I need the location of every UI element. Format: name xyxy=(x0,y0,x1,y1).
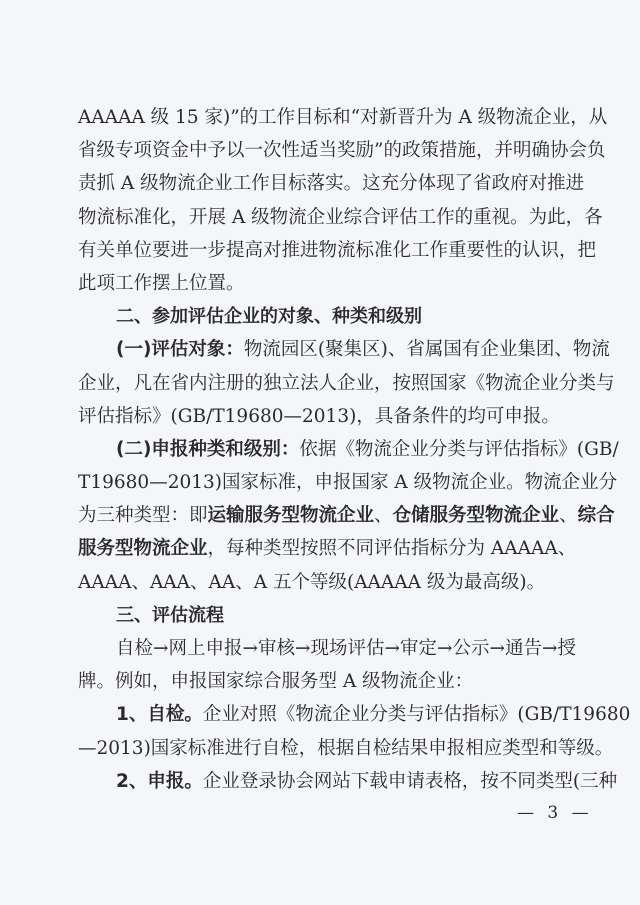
text-line xyxy=(78,535,577,568)
text-segment: 依据《物流企业分类与评估指标》(GB/ xyxy=(299,438,619,460)
text-line xyxy=(78,137,606,170)
page-number: — 3 — xyxy=(517,803,593,823)
text-line xyxy=(78,701,631,734)
text-segment: 企业，凡在省内注册的独立法人企业，按照国家《物流企业分类与 xyxy=(78,372,615,394)
section-heading xyxy=(78,303,568,336)
text-segment: 为三种类型：即 xyxy=(78,505,208,527)
text-line xyxy=(78,436,619,469)
text-segment: 、 xyxy=(374,505,393,527)
text-segment: 责抓 A 级物流企业工作目标落实。这充分体现了省政府对推进 xyxy=(78,173,585,195)
text-line xyxy=(78,735,614,768)
text-segment: ，每种类型按照不同评估指标分为 AAAAA、 xyxy=(207,538,577,560)
text-segment: 企业登录协会网站下载申请表格，按不同类型(三种 xyxy=(202,770,618,792)
text-segment: T19680—2013)国家标准，申报国家 A 级物流企业。物流企业分 xyxy=(78,472,618,494)
bold-text: 2、申报。 xyxy=(116,770,203,792)
bold-text: 综合 xyxy=(577,505,615,527)
text-line xyxy=(78,569,568,602)
text-line xyxy=(78,635,577,668)
text-segment: AAAA、AAA、AA、A 五个等级(AAAAA 级为最高级)。 xyxy=(78,571,546,593)
text-segment: 省级专项资金中予以一次性适当奖励”的政策措施，并明确协会负 xyxy=(78,140,606,162)
section-heading xyxy=(78,602,568,635)
text-line xyxy=(78,768,618,801)
text-line xyxy=(78,270,568,303)
text-segment: —2013)国家标准进行自检，根据自检结果申报相应类型和等级。 xyxy=(78,737,614,759)
bold-text: (一)评估对象： xyxy=(116,339,244,361)
text-segment: 企业对照《物流企业分类与评估指标》(GB/T19680 xyxy=(202,704,631,726)
bold-text: 仓储服务型物流企业 xyxy=(392,505,560,527)
text-segment: 有关单位要进一步提高对推进物流标准化工作重要性的认识，把 xyxy=(78,239,597,261)
text-segment: AAAAA 级 15 家)”的工作目标和“对新晋升为 A 级物流企业，从 xyxy=(78,107,608,128)
text-line xyxy=(78,170,585,203)
text-line xyxy=(78,104,608,137)
bold-text: 1、自检。 xyxy=(116,704,203,726)
text-line xyxy=(78,370,615,403)
text-segment: 牌。例如，申报国家综合服务型 A 级物流企业： xyxy=(78,671,474,693)
bold-text: 运输服务型物流企业 xyxy=(207,505,375,527)
bold-text: 服务型物流企业 xyxy=(78,538,208,560)
text-segment: 此项工作摆上位置。 xyxy=(78,272,245,294)
bold-text: (二)申报种类和级别： xyxy=(116,438,300,460)
document-body xyxy=(78,104,631,801)
text-segment: 评估指标》(GB/T19680—2013)，具备条件的均可申报。 xyxy=(78,405,560,427)
text-line xyxy=(78,237,597,270)
text-segment: 自检→网上申报→审核→现场评估→审定→公示→通告→授 xyxy=(116,638,577,659)
text-line xyxy=(78,403,568,436)
bold-text: 二、参加评估企业的对象、种类和级别 xyxy=(116,306,422,328)
text-line xyxy=(78,502,615,535)
text-line xyxy=(78,469,618,502)
text-line xyxy=(78,668,568,701)
bold-text: 三、评估流程 xyxy=(116,604,224,626)
text-line xyxy=(78,204,603,237)
text-segment: 物流标准化，开展 A 级物流企业综合评估工作的重视。为此，各 xyxy=(78,206,603,228)
text-segment: 、 xyxy=(559,505,578,527)
text-line xyxy=(78,336,610,369)
text-segment: 物流园区(聚集区)、省属国有企业集团、物流 xyxy=(243,339,610,361)
